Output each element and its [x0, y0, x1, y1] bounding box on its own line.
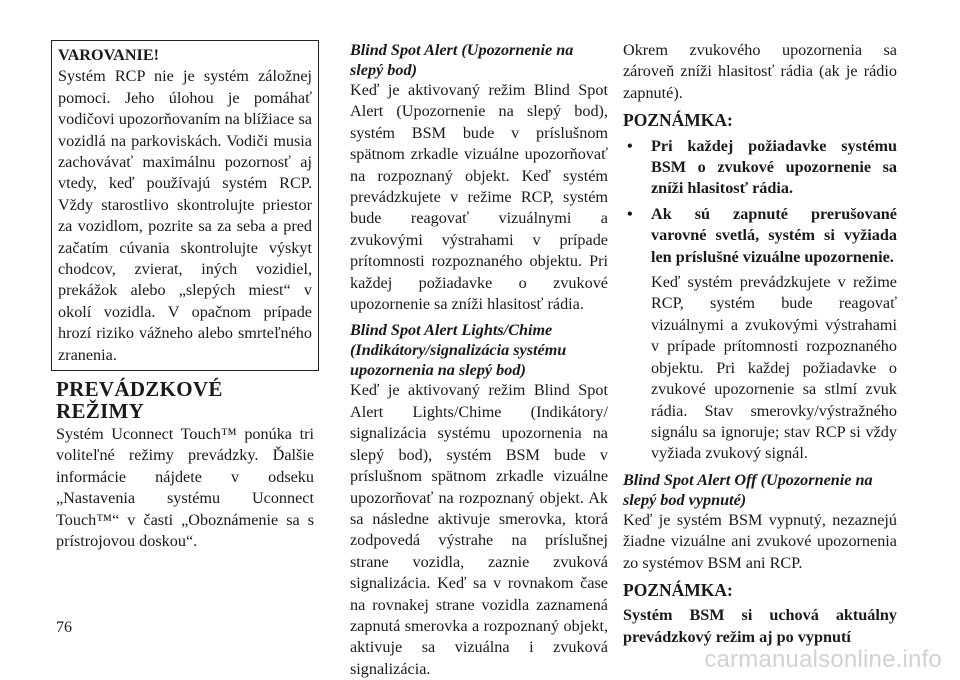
bullet-icon: •: [627, 136, 633, 155]
page-number: 76: [56, 619, 72, 636]
paragraph-alert-off: Keď je systém BSM vypnutý, nezaznejú žiadne vizuálne ani zvukové upozornenia zo systémov BSM ani RCP.: [623, 510, 897, 572]
note-title-2: POZNÁMKA:: [623, 579, 733, 600]
subheading-blind-spot-alert: Blind Spot Alert (Upozornenie na slepý bod): [350, 41, 574, 79]
warning-text: Systém RCP nie je systém záložnej pomoci. Jeho úlohou je pomáhať vodičovi upozorňovaním na blížiace sa vozidlá na parkoviskách. Vodiči musia zachovávať maximálnu pozornosť aj vtedy, keď používajú systém RCP. Vždy starostlivo skontrolujte priestor za vozidlom, pozrite sa za seba a pred začatím cúvania skontrolujte výskyt chodcov, zvierat, iných vozidiel, prekážok alebo „slepých miest“ v okolí vozidla. V opačnom prípade hrozí riziko vážneho alebo smrteľného zranenia.: [58, 67, 312, 364]
section-heading: PREVÁDZKOVÉ REŽIMY: [56, 377, 223, 423]
note-item: • Pri každej požiadavke systému BSM o zvukové upozornenie sa zníži hlasitosť rádia.: [627, 136, 897, 198]
warning-title: VAROVANIE!: [58, 46, 160, 64]
column-1: [56, 40, 314, 552]
intro-paragraph: Okrem zvukového upozornenia sa zároveň zníži hlasitosť rádia (ak je rádio zapnuté).: [623, 41, 897, 102]
bullet-icon: •: [627, 204, 633, 223]
column-2: [350, 40, 608, 680]
subheading-lights-chime: Blind Spot Alert Lights/Chime (Indikátory/signalizácia systému upozornenia na slepý bod): [350, 321, 567, 380]
note-2-body: Systém BSM si uchová aktuálny prevádzkový režim aj po vypnutí: [623, 606, 897, 646]
paragraph-blind-spot-alert: Keď je aktivovaný režim Blind Spot Alert (Upozornenie na slepý bod), systém BSM bude v príslušnom spätnom zrkadle vizuálne upozorňovať na rozpoznaný objekt. Keď systém prevádzkujete v režime RCP, systém bude reagovať vizuálnymi a zvukovými výstrahami v prípade prítomnosti rozpoznaného objektu. Pri každej požiadavke o zvukové upozornenie sa zníži hlasitosť rádia.: [350, 81, 608, 314]
subheading-alert-off: Blind Spot Alert Off (Upozornenie na slepý bod vypnuté): [623, 470, 873, 509]
paragraph-lights-chime: Keď je aktivovaný režim Blind Spot Alert Lights/Chime (Indikátory/ signalizácia systému upozornenia na slepý bod), systém BSM bude v príslušnom spätnom zrkadle vizuálne upozorňovať na rozpoznaný objekt. Ak sa následne aktivuje smerovka, ktorá zodpovedá výstrahe na príslušnej strane vozidla, zaznie zvuková signalizácia. Keď sa v rovnakom čase na rovnakej strane vozidla zaznamená zapnutá smerovka a rozpoznaný objekt, aktivuje sa vizuálna i zvuková signalizácia.: [350, 381, 608, 678]
section-body: Systém Uconnect Touch™ ponúka tri voliteľné režimy prevádzky. Ďalšie informácie nájdete v odseku „Nastavenia systému Uconnect Touch™“ v časti „Oboznámenie sa s prístrojovou doskou“.: [56, 424, 314, 550]
note-item: • Ak sú zapnuté prerušované varovné svetlá, systém si vyžiada len príslušné vizuálne upozornenie.: [627, 204, 897, 266]
column-3: [623, 40, 897, 648]
warning-box: [51, 40, 319, 371]
note-title-1: POZNÁMKA:: [623, 110, 733, 131]
note-list: [623, 136, 897, 268]
indented-paragraph: Keď systém prevádzkujete v režime RCP, systém bude reagovať vizuálnymi a zvukovými výstrahami v prípade prítomnosti rozpoznaného objektu. Pri každej požiadavke o zvukové upozornenie sa stlmí zvuk rádia. Stav smerovky/výstražného signálu sa ignoruje; stav RCP si vždy vyžiada zvukový signál.: [651, 273, 897, 463]
watermark: carmanualsonline.info: [704, 646, 942, 673]
